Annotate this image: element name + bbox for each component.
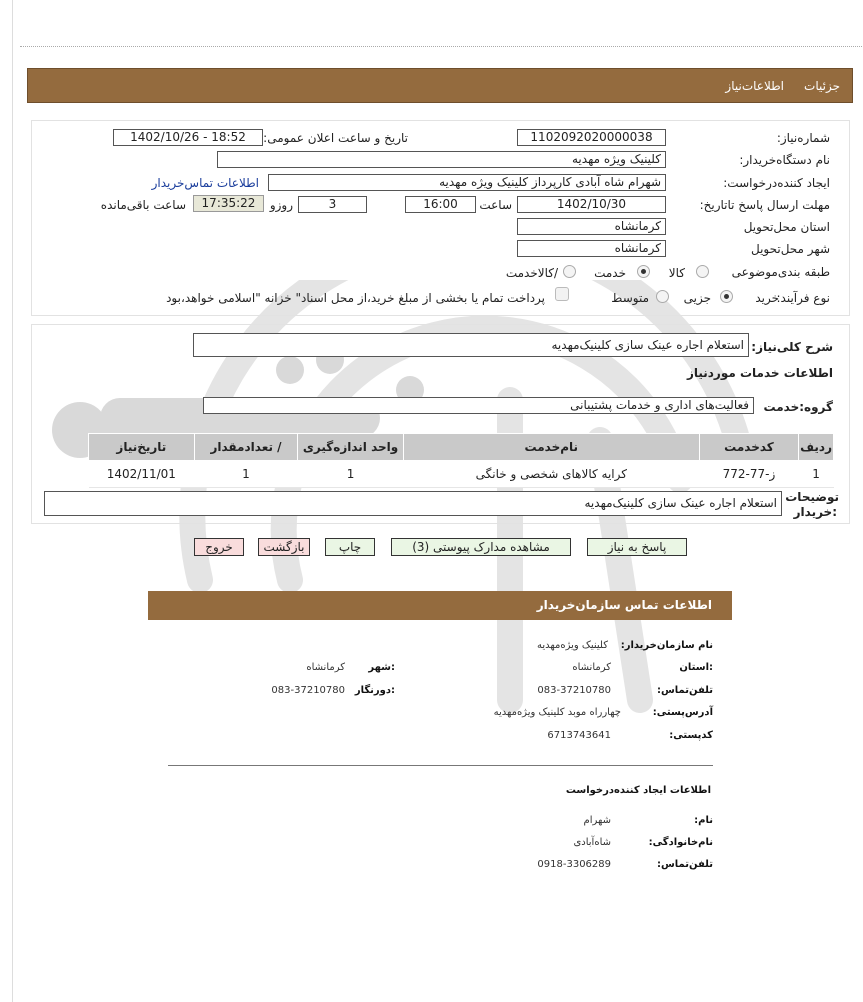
contact-org-label: نام سازمان‌خریدار: bbox=[620, 640, 713, 651]
days-field: 3 bbox=[298, 196, 367, 213]
creator-info-title: اطلاعات ایجاد کننده‌درخواست bbox=[565, 785, 711, 796]
view-attachments-button[interactable]: مشاهده مدارک پیوستی (3) bbox=[391, 538, 571, 556]
process-medium-radio[interactable] bbox=[656, 290, 669, 303]
contact-divider bbox=[168, 765, 713, 766]
buyer-org-field: کلینیک ویژه مهدیه bbox=[217, 151, 666, 168]
col-need-date: تاریخ‌نیاز bbox=[89, 434, 195, 461]
service-group-label: گروه:خدمت bbox=[763, 400, 833, 414]
unit-cell: 1 bbox=[298, 461, 404, 488]
buyer-contact-header bbox=[148, 591, 732, 620]
details-header-bar bbox=[27, 68, 853, 103]
city-field: کرمانشاه bbox=[517, 240, 666, 257]
need-number-field: 1102092020000038 bbox=[517, 129, 666, 146]
category-goods-radio[interactable] bbox=[696, 265, 709, 278]
col-row-number: ردیف bbox=[799, 434, 834, 461]
deadline-label: مهلت ارسال پاسخ تا‌تاریخ: bbox=[699, 198, 830, 212]
deadline-time-field: 16:00 bbox=[405, 196, 476, 213]
need-info-panel bbox=[31, 120, 850, 316]
col-quantity: / تعدادمقدار bbox=[194, 434, 298, 461]
contact-province-value: کرمانشاه bbox=[572, 662, 611, 673]
buyer-notes-label-line1: توضیحات bbox=[785, 490, 839, 504]
buyer-contact-title: اطلاعات تماس سازمان‌خریدار bbox=[536, 598, 712, 612]
contact-address-value: چهارراه موبد کلینیک ویژه‌مهدیه bbox=[493, 707, 621, 718]
contact-postal-label: کد‌پستی: bbox=[669, 730, 713, 741]
creator-name-label: نام: bbox=[694, 815, 713, 826]
services-title: اطلاعات خدمات موردنیاز bbox=[686, 366, 833, 380]
exit-button[interactable]: خروج bbox=[194, 538, 244, 556]
deadline-date-field: 1402/10/30 bbox=[517, 196, 666, 213]
treasury-payment-note: پرداخت تمام یا بخشی از مبلغ خرید،از محل اسناد" خزانه "اسلامی خواهد،بود bbox=[166, 291, 545, 305]
contact-address-label: آدرس‌پستی: bbox=[652, 707, 713, 718]
contact-postal-value: 6713743641 bbox=[547, 730, 611, 741]
need-date-cell: 1402/11/01 bbox=[89, 461, 195, 488]
buyer-contact-link[interactable]: اطلاعات تماس‌خریدار bbox=[151, 176, 259, 190]
process-partial-radio[interactable] bbox=[720, 290, 733, 303]
treasury-payment-checkbox[interactable] bbox=[555, 287, 569, 301]
creator-field: شهرام شاه آبادی کارپرداز کلینیک ویژه مهدیه bbox=[268, 174, 666, 191]
col-service-name: نام‌خدمت bbox=[403, 434, 699, 461]
time-label: ساعت bbox=[479, 198, 512, 212]
creator-phone-label: تلفن‌تماس: bbox=[656, 859, 713, 870]
category-label: طبقه بندی‌موضوعی bbox=[731, 265, 830, 279]
category-goods-label: کالا bbox=[668, 266, 685, 280]
row-number-cell: 1 bbox=[799, 461, 834, 488]
col-unit: واحد اندازه‌گیری bbox=[298, 434, 404, 461]
category-service-radio[interactable] bbox=[637, 265, 650, 278]
services-table-header bbox=[89, 434, 834, 461]
contact-phone-value: 083-37210780 bbox=[537, 685, 611, 696]
buyer-org-label: نام دستگاه‌خریدار: bbox=[739, 153, 830, 167]
city-label: شهر محل‌تحویل bbox=[751, 242, 830, 256]
creator-family-value: شاه‌آبادی bbox=[573, 837, 611, 848]
contact-org-value: کلینیک ویژه‌مهدیه bbox=[537, 640, 608, 651]
general-desc-label: شرح کلی‌نیاز: bbox=[751, 340, 833, 354]
process-buy-label: خرید bbox=[755, 291, 779, 305]
announce-label: تاریخ و ساعت اعلان عمومی: bbox=[263, 131, 408, 145]
table-row bbox=[89, 461, 834, 488]
contact-city-value: کرمانشاه bbox=[306, 662, 345, 673]
back-button[interactable]: بازگشت bbox=[258, 538, 310, 556]
creator-phone-value: 0918-3306289 bbox=[537, 859, 611, 870]
announce-datetime-field: 1402/10/26 - 18:52 bbox=[113, 129, 263, 146]
contact-city-label: :شهر bbox=[368, 662, 395, 673]
services-table bbox=[88, 433, 834, 488]
creator-name-value: شهرام bbox=[583, 815, 611, 826]
contact-phone-label: تلفن‌تماس: bbox=[656, 685, 713, 696]
service-code-cell: ز-77-772 bbox=[699, 461, 798, 488]
process-partial-label: جزیی bbox=[683, 291, 711, 305]
buyer-notes-field: استعلام اجاره عینک سازی کلینیک‌مهدیه bbox=[44, 491, 782, 516]
need-number-label: شماره‌نیاز: bbox=[776, 131, 830, 145]
quantity-cell: 1 bbox=[194, 461, 298, 488]
province-field: کرمانشاه bbox=[517, 218, 666, 235]
general-desc-field: استعلام اجاره عینک سازی کلینیک‌مهدیه bbox=[193, 333, 749, 357]
service-name-cell: کرایه کالاهای شخصی و خانگی bbox=[403, 461, 699, 488]
province-label: استان محل‌تحویل bbox=[743, 220, 830, 234]
buyer-notes-label-line2: :خریدار bbox=[793, 505, 837, 519]
category-goods-service-radio[interactable] bbox=[563, 265, 576, 278]
process-medium-label: متوسط bbox=[611, 291, 649, 305]
print-button[interactable]: چاپ bbox=[325, 538, 375, 556]
category-service-label: خدمت bbox=[594, 266, 626, 280]
category-goods-service-label: /کالاخدمت bbox=[505, 266, 558, 280]
service-group-field: فعالیت‌های اداری و خدمات پشتیبانی bbox=[203, 397, 754, 414]
dotted-divider bbox=[20, 46, 862, 47]
contact-fax-label: :دورنگار bbox=[354, 685, 395, 696]
respond-button[interactable]: پاسخ به نیاز bbox=[587, 538, 687, 556]
creator-family-label: نام‌خانوادگی: bbox=[648, 837, 713, 848]
days-label: روزو bbox=[269, 198, 293, 212]
tab-details[interactable]: جزئیات bbox=[804, 79, 840, 93]
page-left-border bbox=[12, 0, 13, 1002]
process-type-label: نوع فرآیند: bbox=[776, 291, 830, 305]
col-service-code: کدخدمت bbox=[699, 434, 798, 461]
tab-need-info[interactable]: اطلاعات‌نیاز bbox=[725, 79, 784, 93]
contact-province-label: :استان bbox=[679, 662, 713, 673]
remaining-time-field: 17:35:22 bbox=[193, 195, 264, 212]
remaining-label: ساعت باقی‌مانده bbox=[100, 198, 186, 212]
creator-label: ایجاد کننده‌درخواست: bbox=[723, 176, 830, 190]
contact-fax-value: 083-37210780 bbox=[271, 685, 345, 696]
